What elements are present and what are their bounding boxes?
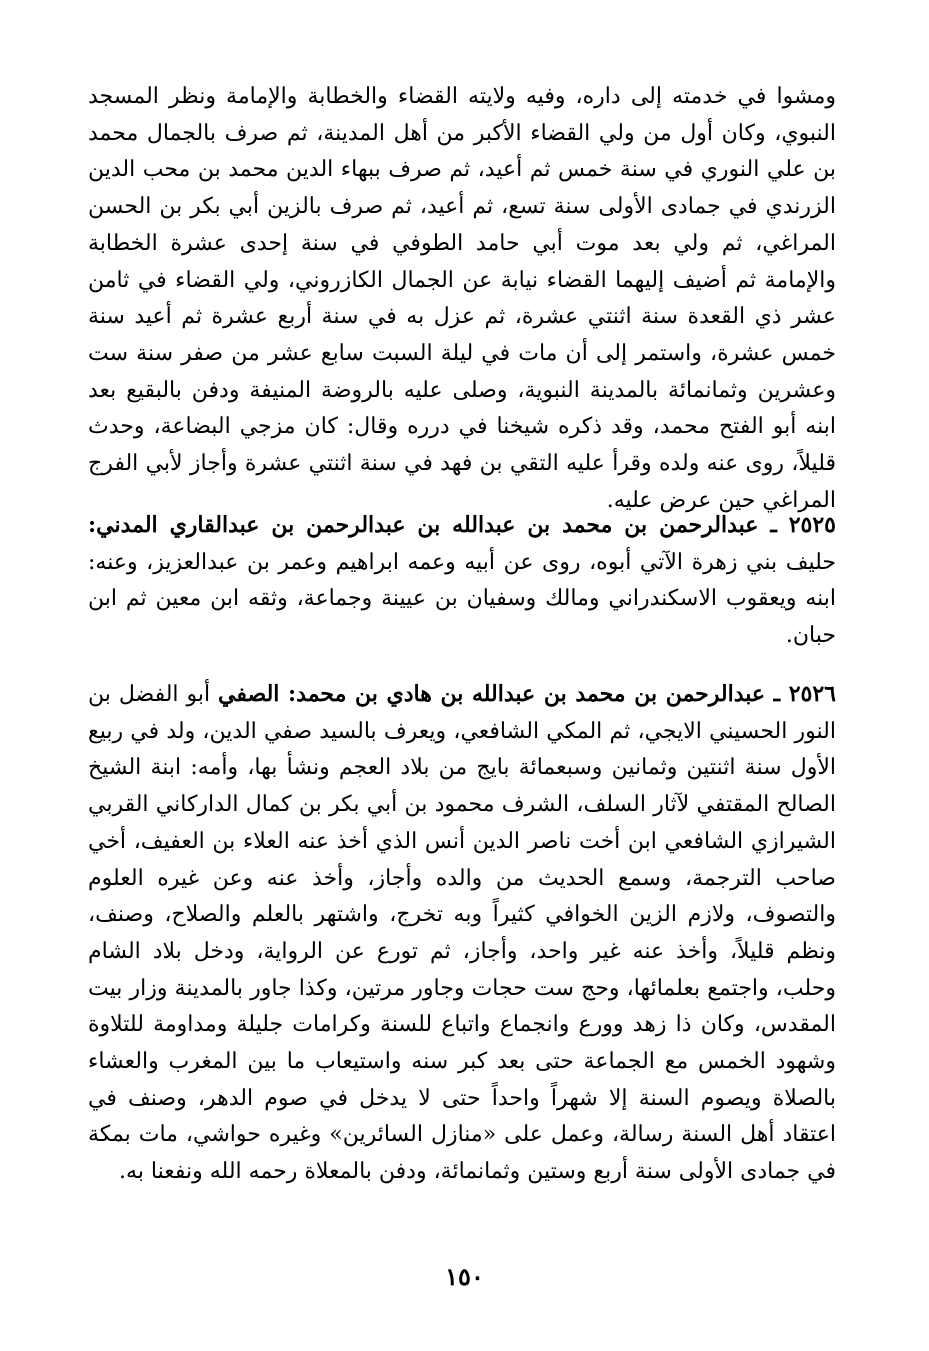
continued-biography-paragraph xyxy=(88,79,836,519)
paragraph-text: ومشوا في خدمته إلى داره، وفيه ولايته القضاء والخطابة والإمامة ونظر المسجد النبوي، وكان أول من ولي القضاء الأكبر من أهل المدينة، ثم صرف بالجمال محمد بن علي النوري في سنة خمس ثم أعيد، ثم صرف ببهاء الدين محمد بن محب الدين الزرندي في جمادى الأولى سنة تسع، ثم أعيد، ثم صرف بالزين أبي بكر بن الحسن المراغي، ثم ولي بعد موت أبي حامد الطوفي في سنة إحدى عشرة الخطابة والإمامة ثم أضيف إليهما القضاء نيابة عن الجمال الكازروني، ولي القضاء في ثامن عشر ذي القعدة سنة اثنتي عشرة، ثم عزل به في سنة أربع عشرة ثم أعيد سنة خمس عشرة، واستمر إلى أن مات في ليلة السبت سابع عشر من صفر سنة ست وعشرين وثمانمائة بالمدينة النبوية، وصلى عليه بالروضة المنيفة ودفن بالبقيع بعد ابنه أبو الفتح محمد، وقد ذكره شيخنا في درره وقال: كان مزجي البضاعة، وحدث قليلاً، روى عنه ولده وقرأ عليه التقي بن فهد في سنة اثنتي عشرة وأجاز لأبي الفرج المراغي حين عرض عليه. xyxy=(88,84,836,513)
biography-entry-2525 xyxy=(88,507,836,655)
entry-body: أبو الفضل بن النور الحسيني الايجي، ثم المكي الشافعي، ويعرف بالسيد صفي الدين، ولد في ربيع الأول سنة اثنتين وثمانين وسبعمائة بايج من بلاد العجم ونشأ بها، وأمه: ابنة الشيخ الصالح المقتفي لآثار السلف، الشرف محمود بن أبي بكر بن كمال الداركاني القربي الشيرازي الشافعي ابن أخت ناصر الدين أنس الذي أخذ عنه العلاء بن العفيف، أخي صاحب الترجمة، وسمع الحديث من والده وأجاز، وأخذ عنه وعن غيره العلوم والتصوف، ولازم الزين الخوافي كثيراً وبه تخرج، واشتهر بالعلم والصلاح، وصنف، ونظم قليلاً، وأخذ عنه غير واحد، وأجاز، ثم تورع عن الرواية، ودخل بلاد الشام وحلب، واجتمع بعلمائها، وحج ست حجات وجاور مرتين، وكذا جاور بالمدينة وزار بيت المقدس، وكان ذا زهد وورع وانجماع واتباع للسنة وكرامات جليلة ومداومة للتلاوة وشهود الخمس مع الجماعة حتى بعد كبر سنه واستيعاب ما بين المغرب والعشاء بالصلاة ويصوم السنة إلا شهراً واحداً حتى لا يدخل في صوم الدهر، وصنف في اعتقاد أهل السنة رسالة، وعمل على «منازل السائرين» وغيره حواشي، مات بمكة في جمادى الأولى سنة أربع وستين وثمانمائة، ودفن بالمعلاة رحمه الله ونفعنا به. xyxy=(88,682,836,1185)
page-number: ١٥٠ xyxy=(445,1262,484,1291)
biography-entry-2526 xyxy=(88,676,836,1191)
entry-body: حليف بني زهرة الآتي أبوه، روى عن أبيه وعمه ابراهيم وعمر بن عبدالعزيز، وعنه: ابنه ويعقوب الاسكندراني ومالك وسفيان بن عيينة وجماعة، وثقه ابن معين ثم ابن حبان. xyxy=(88,549,836,649)
entry-heading: ٢٥٢٥ ـ عبدالرحمن بن محمد بن عبدالله بن عبدالرحمن بن عبدالقاري المدني: xyxy=(88,512,836,538)
entry-heading: ٢٥٢٦ ـ عبدالرحمن بن محمد بن عبدالله بن هادي بن محمد: الصفي xyxy=(218,681,836,707)
